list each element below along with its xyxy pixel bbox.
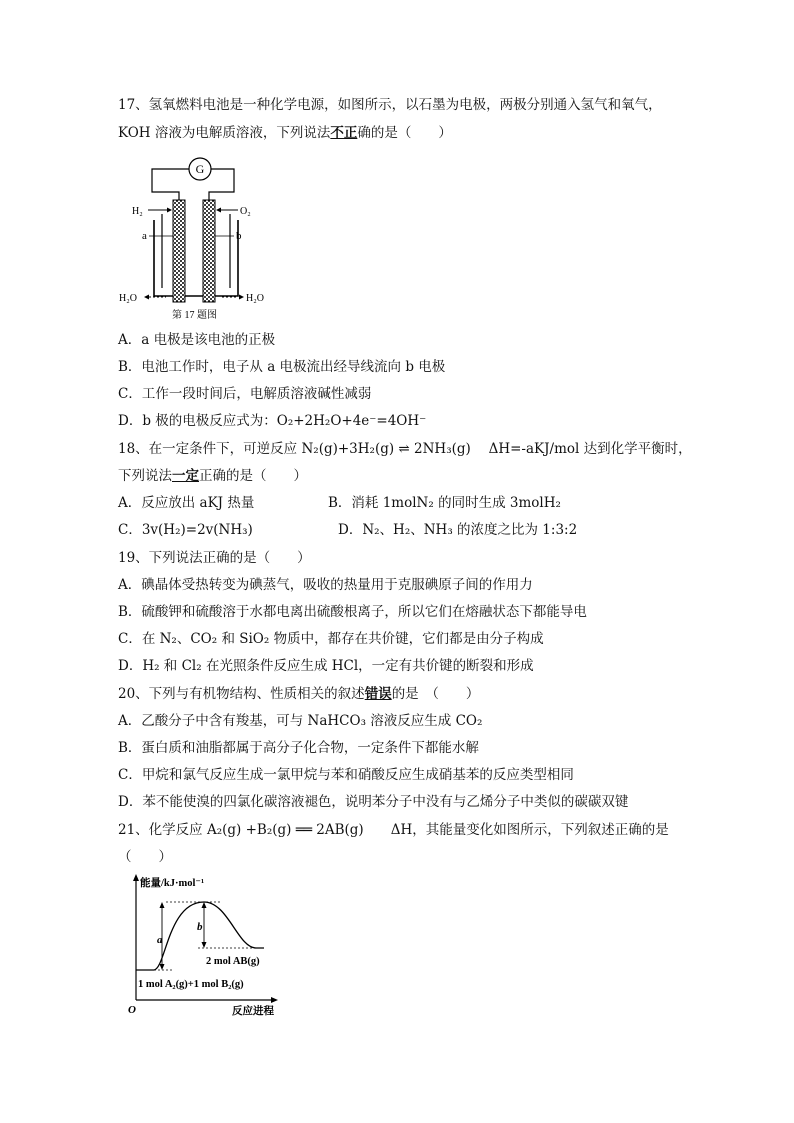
x-axis-label: 反应进程: [232, 1006, 274, 1017]
q17-option-c: C．工作一段时间后，电解质溶液碱性减弱: [118, 386, 372, 402]
q21-stem-line1: 21、化学反应 A₂(g) +B₂(g) ══ 2AB(g) ΔH，其能量变化如图所示，下列叙述正确的是: [118, 822, 669, 838]
q20-option-a: A．乙酸分子中含有羧基，可与 NaHCO₃ 溶液反应生成 CO₂: [118, 713, 483, 729]
q18-option-d: D．N₂、H₂、NH₃ 的浓度之比为 1:3:2: [338, 522, 578, 538]
q19-option-b: B．硫酸钾和硫酸溶于水都电离出硫酸根离子，所以它们在熔融状态下都能导电: [118, 604, 587, 620]
q19-option-a: A．碘晶体受热转变为碘蒸气，吸收的热量用于克服碘原子间的作用力: [118, 577, 533, 593]
q19-option-c: C．在 N₂、CO₂ 和 SiO₂ 物质中，都存在共价键，它们都是由分子构成: [118, 631, 544, 647]
q17-figure-caption: 第 17 题图: [172, 310, 217, 321]
q18-options-row1: [118, 494, 718, 512]
h2o-left-label: H₂O: [119, 293, 137, 304]
q20-stem: 20、下列与有机物结构、性质相关的叙述错误的是 （ ）: [118, 686, 480, 702]
q17-option-a: A．a 电极是该电池的正极: [118, 332, 276, 348]
q20-emphasis: 错误: [364, 686, 392, 702]
q17-emphasis: 不正: [330, 125, 358, 141]
q17-option-b: B．电池工作时，电子从 a 电极流出经导线流向 b 电极: [118, 359, 446, 375]
q21-energy-diagram: [124, 872, 294, 1022]
q19-option-d: D．H₂ 和 Cl₂ 在光照条件反应生成 HCl，一定有共价键的断裂和形成: [118, 658, 534, 674]
y-axis-label: 能量/kJ·mol⁻¹: [140, 878, 205, 889]
activation-energy-a-label: a: [157, 934, 163, 946]
q17-fuel-cell-figure: [116, 152, 276, 324]
q20-option-b: B．蛋白质和油脂都属于高分子化合物，一定条件下都能水解: [118, 740, 479, 756]
q18-stem-line2: 下列说法一定正确的是（ ）: [118, 468, 307, 484]
electrode-b-label: b: [236, 230, 242, 242]
q18-option-b: B．消耗 1molN₂ 的同时生成 3molH₂: [328, 495, 561, 511]
origin-label: O: [128, 1004, 136, 1016]
q20-option-c: C．甲烷和氯气反应生成一氯甲烷与苯和硝酸反应生成硝基苯的反应类型相同: [118, 767, 574, 783]
q18-option-a: A．反应放出 aKJ 热量: [118, 495, 255, 511]
q18-option-c: C．3v(H₂)=2v(NH₃): [118, 522, 253, 538]
q18-stem-line1: 18、在一定条件下，可逆反应 N₂(g)+3H₂(g) ⇌ 2NH₃(g) ΔH=-aKJ/mol 达到化学平衡时，: [118, 441, 692, 457]
energy-b-label: b: [197, 921, 203, 933]
h2-inlet-label: H₂: [132, 206, 143, 217]
q21-stem-line2: （ ）: [118, 849, 172, 865]
electrode-b: [203, 200, 215, 302]
o2-inlet-label: O₂: [240, 206, 251, 217]
electrode-a: [173, 200, 185, 302]
q19-stem: 19、下列说法正确的是（ ）: [118, 550, 311, 566]
q17-option-d: D．b 极的电极反应式为：O₂+2H₂O+4e⁻=4OH⁻: [118, 413, 427, 429]
galvanometer-label: G: [195, 162, 205, 176]
reactant-level-label: 1 mol A₂(g)+1 mol B₂(g): [138, 979, 244, 990]
q17-stem-line1: 17、氢氧燃料电池是一种化学电源，如图所示，以石墨为电极，两极分别通入氢气和氧气，: [118, 97, 662, 113]
q18-emphasis: 一定: [172, 468, 199, 484]
q20-option-d: D．苯不能使溴的四氯化碳溶液褪色，说明苯分子中没有与乙烯分子中类似的碳碳双键: [118, 794, 629, 810]
h2o-right-label: H₂O: [246, 293, 264, 304]
q17-stem-line2: KOH 溶液为电解质溶液，下列说法不正确的是（ ）: [118, 125, 452, 141]
electrode-a-label: a: [142, 230, 147, 242]
product-level-label: 2 mol AB(g): [206, 956, 260, 967]
q18-options-row2: [118, 521, 718, 539]
